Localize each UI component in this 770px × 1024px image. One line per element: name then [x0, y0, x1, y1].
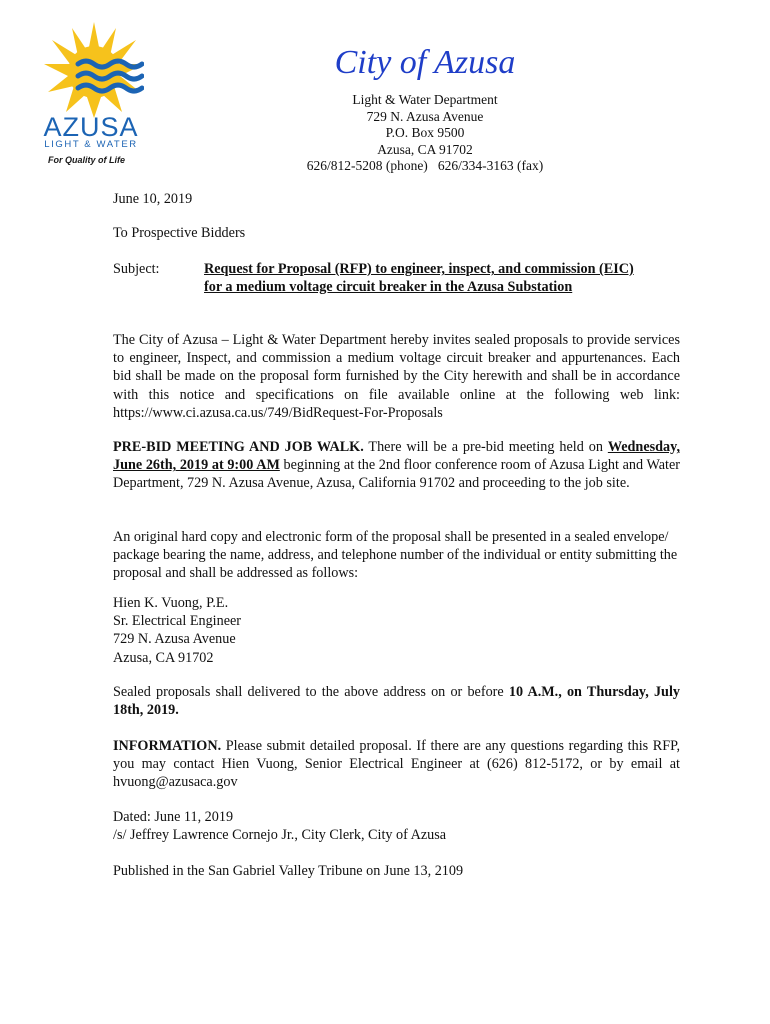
subject-label: Subject:: [113, 261, 160, 277]
letterhead: [270, 42, 580, 175]
prebid-paragraph: [113, 438, 680, 493]
published-line: Published in the San Gabriel Valley Tribune on June 13, 2109: [113, 863, 464, 879]
addressee-city: Azusa, CA 91702: [113, 649, 214, 666]
prebid-text-2: beginning at the 2nd floor conference room of Azusa Light and Water Department, 729 N. Azusa Avenue, Azusa, California 91702 and proceeding to the job site.: [113, 457, 680, 492]
signature-block: [113, 808, 680, 844]
salutation: To Prospective Bidders: [113, 225, 246, 241]
prebid-date: Wednesday, June 26th, 2019 at 9:00 AM: [113, 439, 680, 474]
information-text: Please submit detailed proposal. If there are any questions regarding this RFP, you may contact Hien Vuong, Senior Electrical Engineer at (626) 812-5172, or by email at hvuong@azusaca.gov: [113, 738, 680, 791]
logo-wordmark: AZUSA: [43, 112, 139, 142]
deadline-date: 10 A.M., on Thursday, July 18th, 2019.: [113, 684, 680, 719]
po-box: P.O. Box 9500: [385, 125, 465, 141]
subject-line-2: for a medium voltage circuit breaker in the Azusa Substation: [204, 279, 573, 296]
addressee-block: [113, 594, 680, 667]
subject-line-1: Request for Proposal (RFP) to engineer, inspect, and commission (EIC): [204, 261, 634, 277]
street-address: 729 N. Azusa Avenue: [366, 108, 484, 124]
addressee-street: 729 N. Azusa Avenue: [113, 631, 236, 648]
information-heading: INFORMATION.: [113, 738, 222, 754]
deadline-text: Sealed proposals shall delivered to the above address on or before: [113, 684, 509, 700]
prebid-heading: PRE-BID MEETING AND JOB WALK.: [113, 439, 364, 455]
signed-line: /s/ Jeffrey Lawrence Cornejo Jr., City Clerk, City of Azusa: [113, 827, 447, 844]
information-paragraph: [113, 737, 680, 792]
logo-subtitle: LIGHT & WATER: [44, 139, 138, 150]
sun-icon: [44, 22, 144, 118]
addressee-name: Hien K. Vuong, P.E.: [113, 595, 229, 611]
city-name: City of Azusa: [334, 44, 516, 81]
city-state-zip: Azusa, CA 91702: [377, 141, 473, 157]
subject-text: [204, 260, 680, 296]
addressee-title: Sr. Electrical Engineer: [113, 613, 242, 630]
intro-paragraph: The City of Azusa – Light & Water Department hereby invites sealed proposals to provide services to engineer, Inspect, and commission a medium voltage circuit breaker and appurtenances. Each bid shall be made on the proposal form furnished by the City herewith and shall be in accordance with this notice and specifications on file available online at the following web link: https://www.ci.azusa.ca.us/749/BidRequest-For-Proposals: [113, 332, 680, 421]
dated-line: Dated: June 11, 2019: [113, 809, 234, 825]
phone-fax: 626/812-5208 (phone) 626/334-3163 (fax): [306, 158, 544, 174]
prebid-text-1: There will be a pre-bid meeting held on: [363, 439, 608, 455]
letter-date: June 10, 2019: [113, 191, 193, 207]
submission-paragraph: An original hard copy and electronic form of the proposal shall be presented in a sealed envelope/ package bearing the name, address, and telephone number of the individual or entity submitting the proposal and shall be addressed as follows:: [113, 529, 678, 582]
department-name: Light & Water Department: [352, 92, 498, 107]
deadline-paragraph: [113, 683, 680, 719]
logo-tagline: For Quality of Life: [48, 155, 126, 165]
